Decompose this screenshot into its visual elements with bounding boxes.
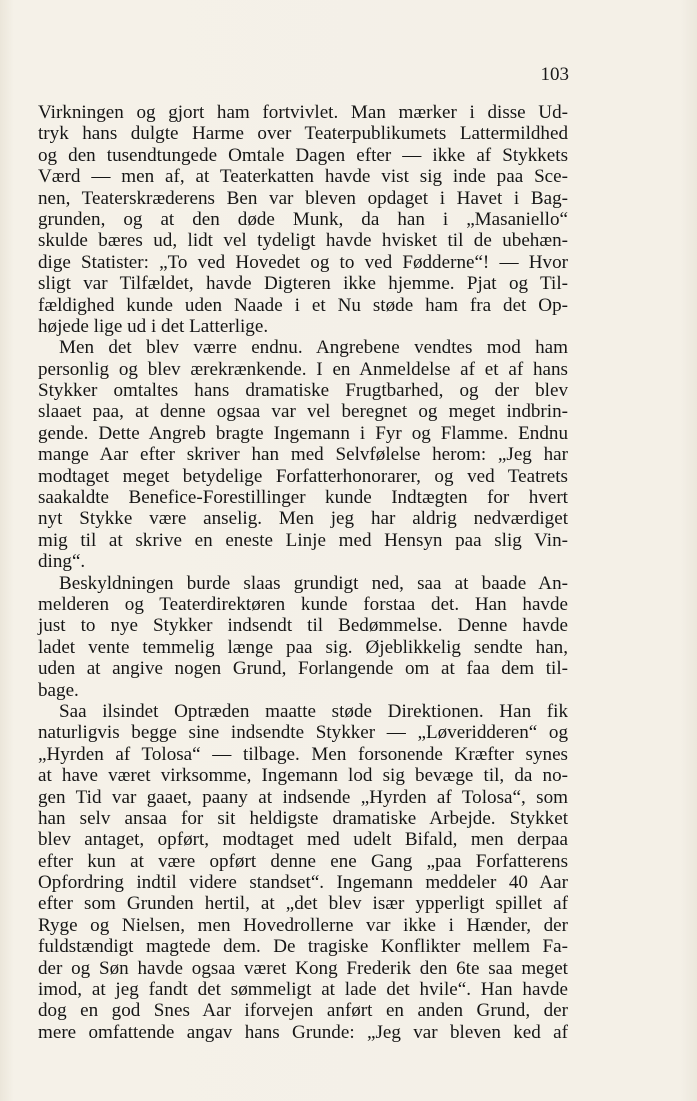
text-line: han selv ansaa for sit heldigste dramatiske Arbejde. Stykket xyxy=(38,807,568,829)
text-line: mere omfattende angav hans Grunde: „Jeg var bleven ked af xyxy=(38,1021,568,1043)
text-line: blev antaget, opført, modtaget med udelt Bifald, men derpaa xyxy=(38,829,568,851)
text-line: uden at angive nogen Grund, Forlangende om at faa dem til- xyxy=(38,658,568,680)
body-text xyxy=(38,102,568,1043)
text-line: fældighed kunde uden Naade i et Nu støde ham fra det Op- xyxy=(38,294,568,316)
text-line: personlig og blev ærekrænkende. I en Anmeldelse af et af hans xyxy=(38,358,568,380)
text-line: modtaget meget betydelige Forfatterhonorarer, og ved Teatrets xyxy=(38,465,568,487)
page-number: 103 xyxy=(540,64,569,85)
text-line: dige Statister: „To ved Hovedet og to ved Fødderne“! — Hvor xyxy=(38,251,568,273)
text-line: Men det blev værre endnu. Angrebene vendtes mod ham xyxy=(59,337,568,359)
text-line: slaaet paa, at denne ogsaa var vel beregnet og meget indbrin- xyxy=(38,401,568,423)
text-line: just to nye Stykker indsendt til Bedømmelse. Denne havde xyxy=(38,615,568,637)
text-line: at have været virksomme, Ingemann lod sig bevæge til, da no- xyxy=(38,765,568,787)
text-line: Beskyldningen burde slaas grundigt ned, saa at baade An- xyxy=(59,572,568,594)
text-line: gende. Dette Angreb bragte Ingemann i Fyr og Flamme. Endnu xyxy=(38,422,568,444)
text-line: grunden, og at den døde Munk, da han i „Masaniello“ xyxy=(38,208,568,230)
text-line: Stykker omtaltes hans dramatiske Frugtbarhed, og der blev xyxy=(38,380,568,402)
text-line: imod, at jeg fandt det sømmeligt at lade det hvile“. Han havde xyxy=(38,979,568,1001)
text-line: mange Aar efter skriver han med Selvfølelse herom: „Jeg har xyxy=(38,444,568,466)
text-line: gen Tid var gaaet, paany at indsende „Hyrden af Tolosa“, som xyxy=(38,786,568,808)
text-line: højede lige ud i det Latterlige. xyxy=(38,315,269,337)
text-line: naturligvis begge sine indsendte Stykker — „Løveridderen“ og xyxy=(38,722,568,744)
text-line: mig til at skrive en eneste Linje med Hensyn paa slig Vin- xyxy=(38,529,568,551)
text-line: dog en god Snes Aar iforvejen anført en anden Grund, der xyxy=(38,1000,568,1022)
text-line: Opfordring indtil videre standset“. Ingemann meddeler 40 Aar xyxy=(38,872,568,894)
text-line: der og Søn havde ogsaa været Kong Frederik den 6te saa meget xyxy=(38,957,568,979)
text-line: sligt var Tilfældet, havde Digteren ikke hjemme. Pjat og Til- xyxy=(38,273,568,295)
text-line: bage. xyxy=(38,679,79,701)
text-line: „Hyrden af Tolosa“ — tilbage. Men forsonende Kræfter synes xyxy=(38,743,568,765)
text-line: ding“. xyxy=(38,551,86,573)
text-line: Værd — men af, at Teaterkatten havde vist sig inde paa Sce- xyxy=(38,166,568,188)
text-line: og den tusendtungede Omtale Dagen efter — ikke af Stykkets xyxy=(38,144,568,166)
text-line: saakaldte Benefice-Forestillinger kunde Indtægten for hvert xyxy=(38,487,568,509)
text-line: nen, Teaterskræderens Ben var bleven opdaget i Havet i Bag- xyxy=(38,187,568,209)
text-line: Virkningen og gjort ham fortvivlet. Man mærker i disse Ud- xyxy=(38,102,568,123)
text-line: efter som Grunden hertil, at „det blev især ypperligt spillet af xyxy=(38,893,568,915)
text-line: Saa ilsindet Optræden maatte støde Direktionen. Han fik xyxy=(59,700,568,722)
text-line: efter kun at være opført denne ene Gang „paa Forfatterens xyxy=(38,850,568,872)
text-line: nyt Stykke være anselig. Men jeg har aldrig nedværdiget xyxy=(38,508,568,530)
text-line: tryk hans dulgte Harme over Teaterpublikumets Lattermildhed xyxy=(38,123,568,145)
text-line: Ryge og Nielsen, men Hovedrollerne var ikke i Hænder, der xyxy=(38,914,568,936)
text-line: fuldstændigt magtede dem. De tragiske Konflikter mellem Fa- xyxy=(38,936,568,958)
text-line: melderen og Teaterdirektøren kunde forstaa det. Han havde xyxy=(38,593,568,615)
text-line: skulde bæres ud, lidt vel tydeligt havde hvisket til de ubehæn- xyxy=(38,230,568,252)
text-line: ladet vente temmelig længe paa sig. Øjeblikkelig sendte han, xyxy=(38,636,568,658)
